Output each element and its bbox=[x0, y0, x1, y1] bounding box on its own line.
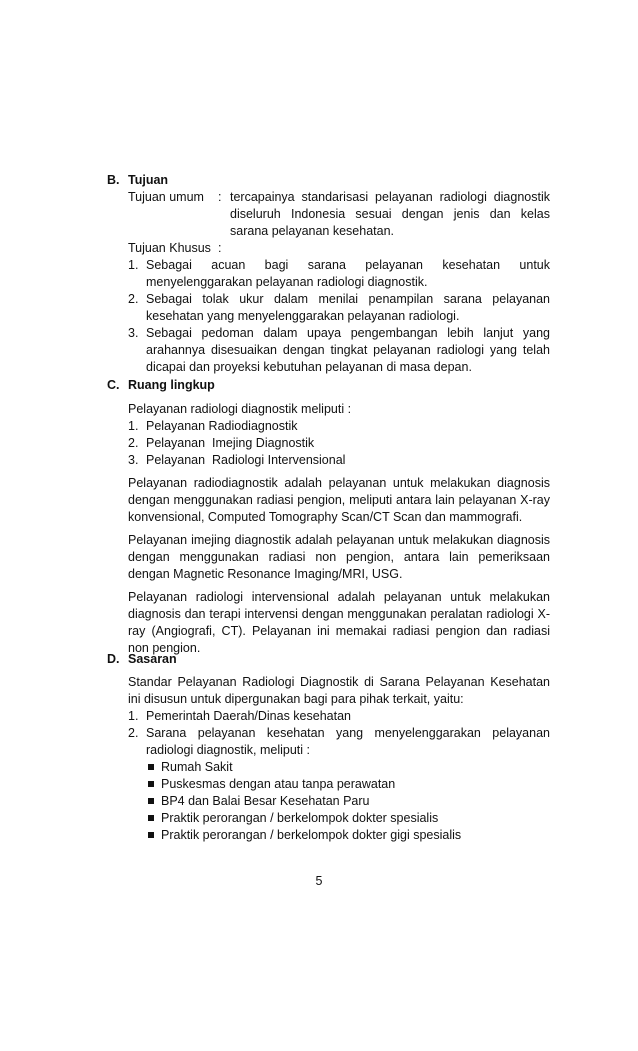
list-text: Pelayanan Radiodiagnostik bbox=[146, 419, 298, 433]
list-item bbox=[128, 325, 550, 376]
section-body bbox=[128, 401, 550, 657]
paragraph-radiodiagnostik: Pelayanan radiodiagnostik adalah pelayanan untuk melakukan diagnosis dengan menggunakan radiasi pengion, meliputi antara lain pelayanan X-ray konvensional, Computed Tomography Scan/CT Scan dan mammografi. bbox=[128, 476, 550, 524]
section-heading bbox=[107, 377, 550, 394]
list-text: Sebagai tolak ukur dalam menilai penampilan sarana pelayanan kesehatan yang menyelenggarakan pelayanan radiologi. bbox=[146, 292, 550, 323]
list-text: Pelayanan Radiologi Intervensional bbox=[146, 453, 346, 467]
list-text: Sebagai acuan bagi sarana pelayanan kesehatan untuk menyelenggarakan pelayanan radiologi diagnostik. bbox=[146, 258, 550, 289]
square-bullet-icon bbox=[146, 759, 161, 776]
section-letter: B. bbox=[107, 173, 120, 187]
bullet-text: Praktik perorangan / berkelompok dokter spesialis bbox=[161, 811, 439, 825]
list-number: 1. bbox=[128, 419, 139, 433]
paragraph-intervensional: Pelayanan radiologi intervensional adalah pelayanan untuk melakukan diagnosis dan terapi intervensi dengan menggunakan peralatan radiologi X-ray (Angiografi, CT). Pelayanan ini memakai radiasi pengion dan radiasi non pengion. bbox=[128, 590, 550, 655]
section-tujuan bbox=[107, 172, 550, 376]
section-body bbox=[128, 674, 550, 844]
bullet-text: BP4 dan Balai Besar Kesehatan Paru bbox=[161, 794, 370, 808]
list-text: Sebagai pedoman dalam upaya pengembangan lebih lanjut yang arahannya disesuaikan dengan tingkat pelayanan radiologi yang telah dicapai dan proyeksi kebutuhan pelayanan di masa depan. bbox=[146, 326, 550, 374]
tujuan-umum-text: tercapainya standarisasi pelayanan radiologi diagnostik diseluruh Indonesia sesuai dengan jenis dan kelas sarana pelayanan kesehatan. bbox=[230, 190, 550, 238]
bullet-item bbox=[146, 793, 550, 810]
list-item bbox=[128, 418, 550, 435]
bullet-text: Puskesmas dengan atau tanpa perawatan bbox=[161, 777, 396, 791]
section-letter: D. bbox=[107, 652, 120, 666]
page-number: 5 bbox=[315, 874, 323, 888]
list-text: Pelayanan Imejing Diagnostik bbox=[146, 436, 315, 450]
section-sasaran bbox=[107, 651, 550, 844]
list-item bbox=[128, 257, 550, 291]
list-item bbox=[128, 725, 550, 759]
list-item bbox=[128, 435, 550, 452]
list-number: 3. bbox=[128, 453, 139, 467]
square-bullet-icon bbox=[146, 776, 161, 793]
square-bullet-icon bbox=[146, 810, 161, 827]
list-item bbox=[128, 452, 550, 469]
tujuan-khusus-list bbox=[128, 257, 550, 376]
list-item bbox=[128, 708, 550, 725]
tujuan-khusus-label: Tujuan Khusus bbox=[128, 241, 211, 255]
square-bullet-icon bbox=[146, 793, 161, 810]
section-letter: C. bbox=[107, 378, 120, 392]
bullet-text: Praktik perorangan / berkelompok dokter gigi spesialis bbox=[161, 828, 462, 842]
list-number: 2. bbox=[128, 726, 139, 740]
section-heading bbox=[107, 172, 550, 189]
bullet-item bbox=[146, 776, 550, 793]
paragraph-imejing: Pelayanan imejing diagnostik adalah pelayanan untuk melakukan diagnosis dengan menggunakan radiasi non pengion, antara lain pemeriksaan dengan Magnetic Resonance Imaging/MRI, USG. bbox=[128, 533, 550, 581]
list-number: 1. bbox=[128, 258, 139, 272]
tujuan-khusus-row bbox=[128, 240, 550, 257]
section-heading bbox=[107, 651, 550, 668]
square-bullet-icon bbox=[146, 827, 161, 844]
bullet-text: Rumah Sakit bbox=[161, 760, 233, 774]
section-intro: Pelayanan radiologi diagnostik meliputi : bbox=[128, 402, 352, 416]
bullet-item bbox=[146, 810, 550, 827]
colon: : bbox=[218, 241, 222, 255]
tujuan-umum-row bbox=[128, 189, 550, 240]
list-text: Sarana pelayanan kesehatan yang menyelenggarakan pelayanan radiologi diagnostik, meliputi : bbox=[146, 726, 550, 757]
bullet-item bbox=[146, 827, 550, 844]
sasaran-list bbox=[128, 708, 550, 759]
section-title: Tujuan bbox=[128, 173, 169, 187]
tujuan-umum-label: Tujuan umum bbox=[128, 190, 204, 204]
section-title: Ruang lingkup bbox=[128, 378, 215, 392]
ruang-lingkup-list bbox=[128, 418, 550, 469]
section-title: Sasaran bbox=[128, 652, 177, 666]
list-number: 2. bbox=[128, 436, 139, 450]
list-number: 3. bbox=[128, 326, 139, 340]
list-number: 2. bbox=[128, 292, 139, 306]
bullet-item bbox=[146, 759, 550, 776]
list-text: Pemerintah Daerah/Dinas kesehatan bbox=[146, 709, 351, 723]
list-number: 1. bbox=[128, 709, 139, 723]
section-body bbox=[128, 189, 550, 376]
section-ruang-lingkup bbox=[107, 377, 550, 657]
colon: : bbox=[218, 190, 222, 204]
list-item bbox=[128, 291, 550, 325]
sarana-bullet-list bbox=[146, 759, 550, 844]
section-intro: Standar Pelayanan Radiologi Diagnostik di Sarana Pelayanan Kesehatan ini disusun untuk dipergunakan bagi para pihak terkait, yaitu: bbox=[128, 675, 550, 706]
